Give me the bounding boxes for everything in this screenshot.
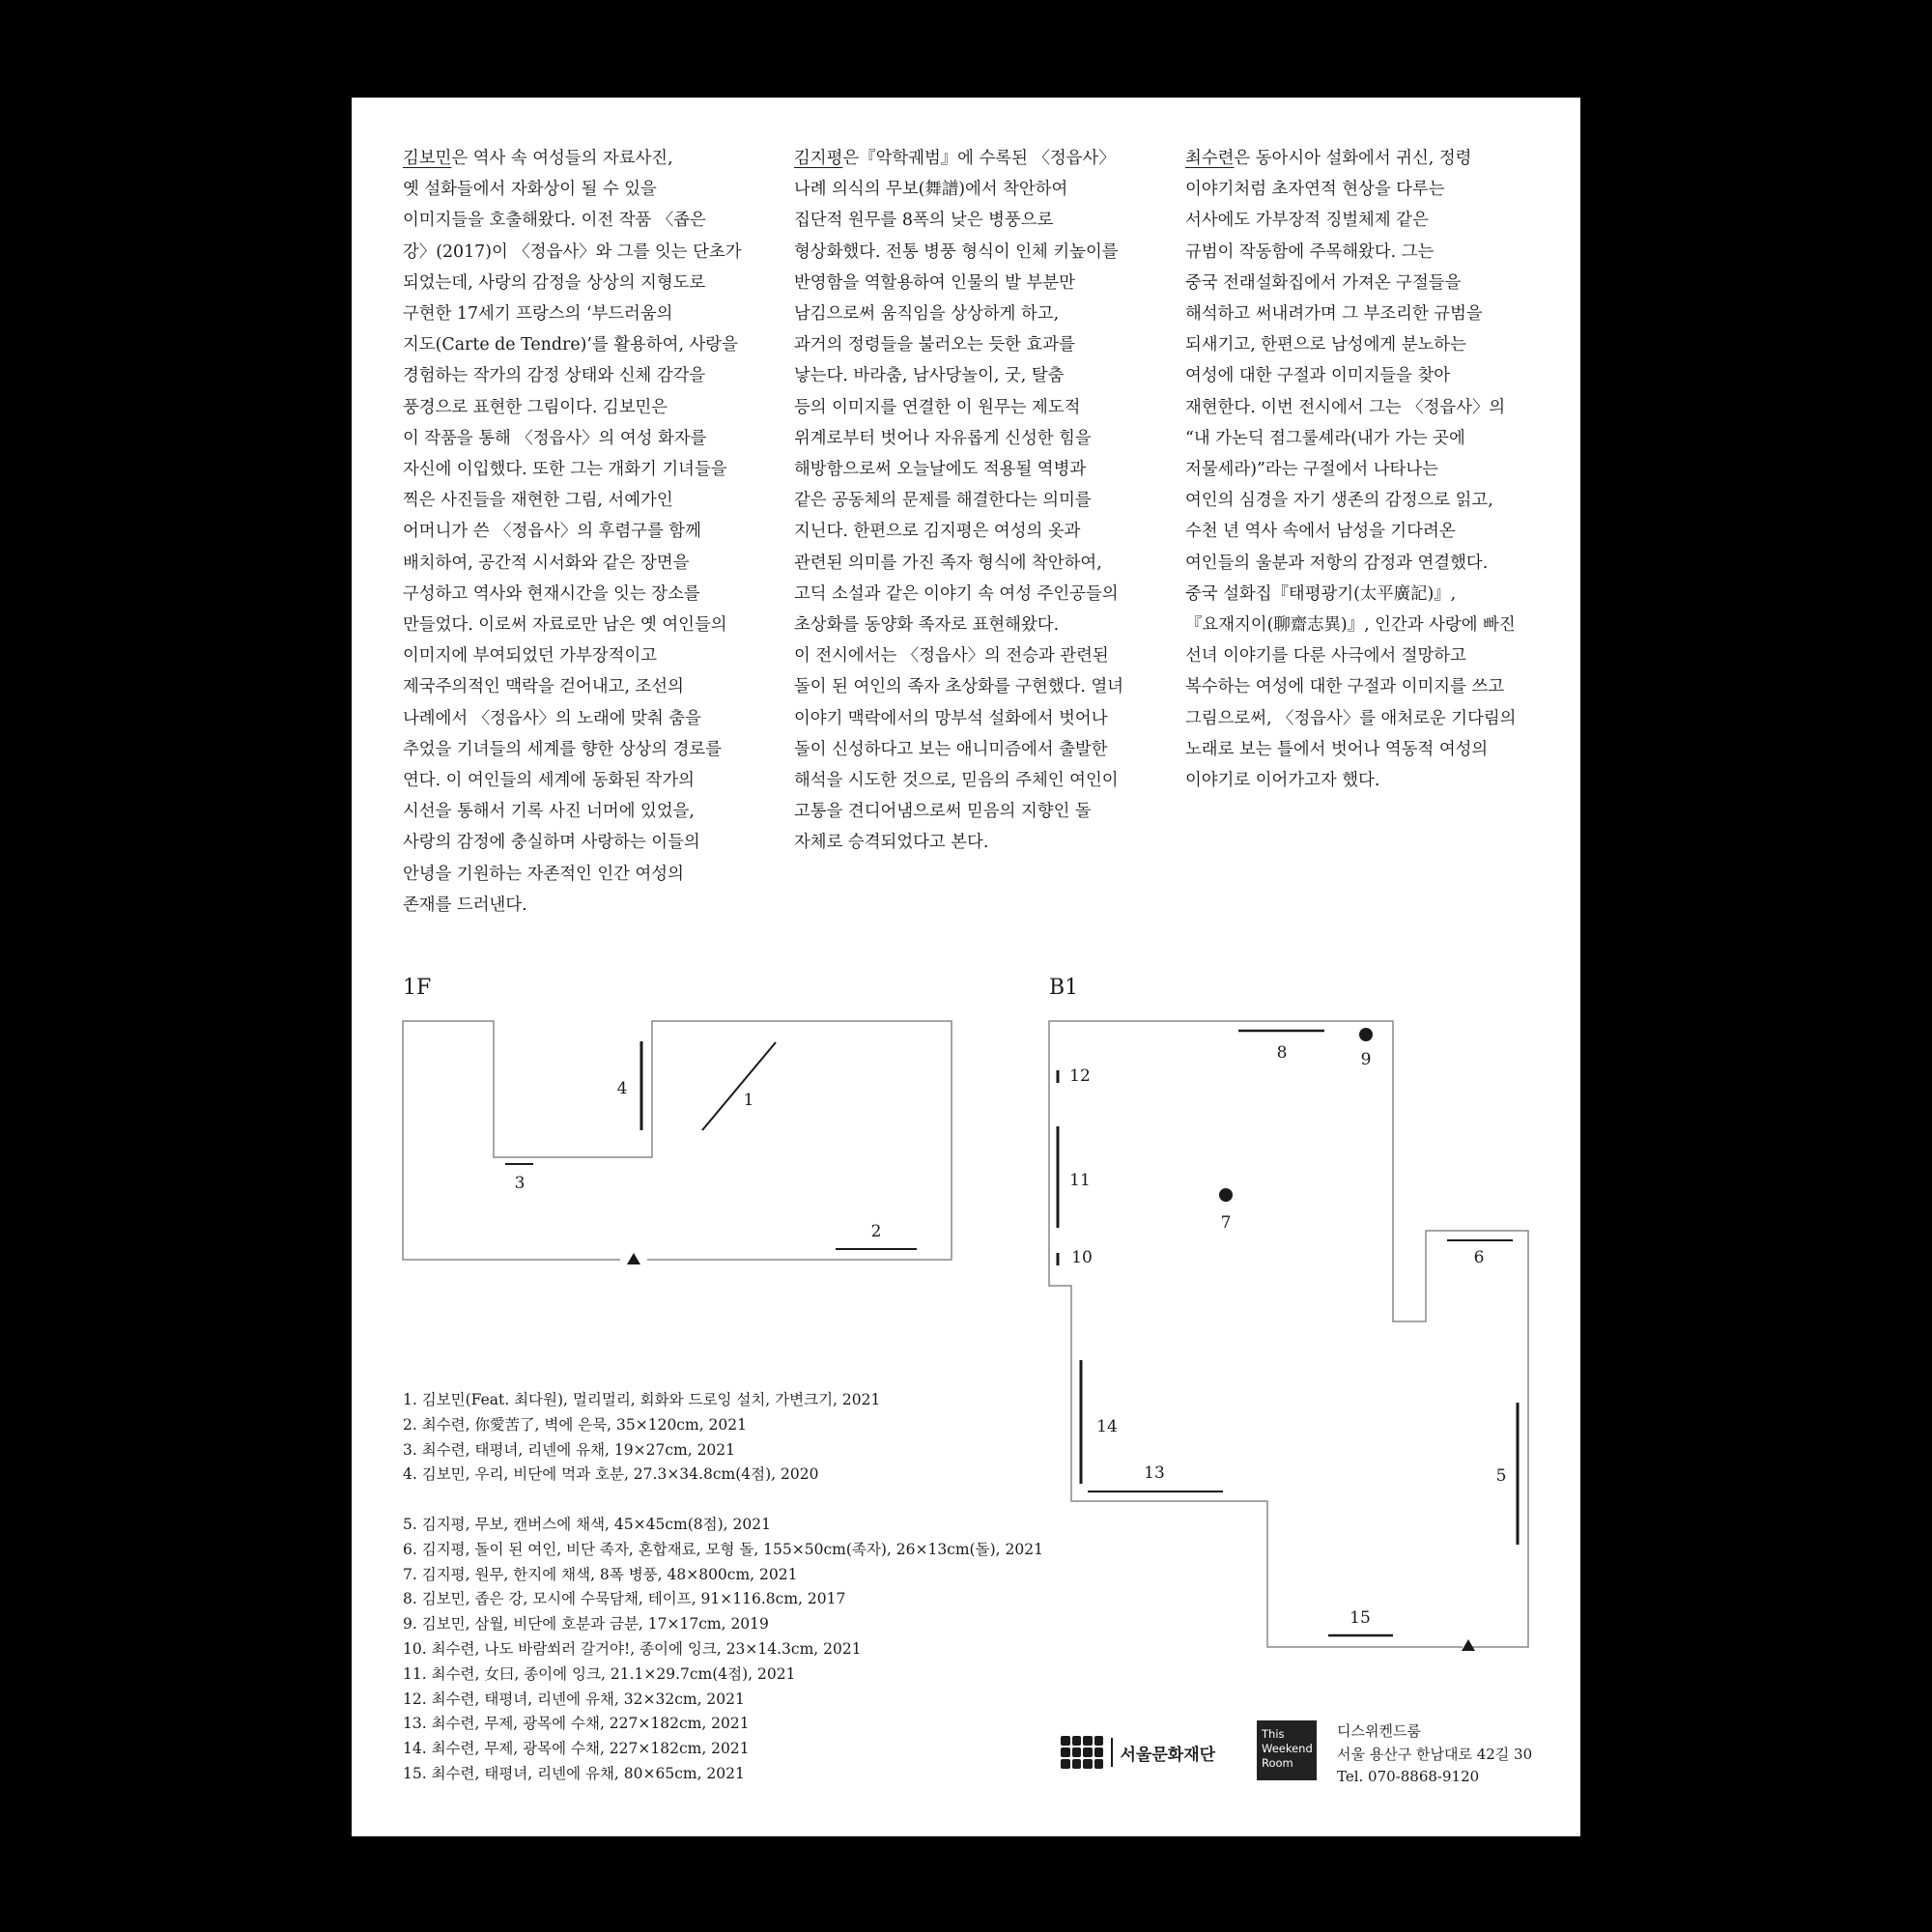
works-item: 1. 김보민(Feat. 최다원), 멀리멀리, 회화와 드로잉 설치, 가변크기, 2021 — [403, 1391, 881, 1408]
venue-address: 서울 용산구 한남대로 42길 30 — [1337, 1745, 1533, 1763]
sponsor-logo-mark-icon — [1061, 1736, 1103, 1769]
plan-b1-walls — [1049, 1021, 1528, 1647]
logo-divider — [1111, 1738, 1113, 1767]
floor-label-1f: 1F — [403, 976, 432, 1000]
venue-logo-line: Weekend — [1262, 1742, 1313, 1755]
artwork-number: 11 — [1069, 1171, 1091, 1190]
venue-info — [1337, 1720, 1532, 1789]
floor-plan-1f — [403, 1021, 952, 1264]
works-item: 14. 최수련, 무제, 광목에 수채, 227×182cm, 2021 — [403, 1740, 750, 1758]
venue-name: 디스위켄드룸 — [1337, 1722, 1421, 1740]
artwork-number: 9 — [1360, 1050, 1372, 1069]
venue-logo-line: Room — [1262, 1756, 1293, 1770]
artwork-point-7 — [1219, 1188, 1233, 1202]
artwork-number: 10 — [1071, 1248, 1093, 1267]
works-item: 6. 김지평, 돌이 된 여인, 비단 족자, 혼합재료, 모형 돌, 155×50cm(족자), 26×13cm(돌), 2021 — [403, 1540, 1043, 1558]
works-spacer — [403, 1488, 1043, 1513]
works-list — [403, 1388, 1043, 1787]
floor-plan-b1 — [1049, 1021, 1528, 1651]
artist-name: 최수련 — [1185, 149, 1235, 168]
poster-sheet — [352, 98, 1580, 1836]
artwork-number: 7 — [1220, 1213, 1232, 1233]
artist-description: 은『악학궤범』에 수록된 〈정읍사〉 나례 의식의 무보(舞譜)에서 착안하여 집단적 원무를 8폭의 낮은 병풍으로 형상화했다. 전통 병풍 형식이 인체 키높이를 반영함을 역할용하여 인물의 발 부분만 남김으로써 움직임을 상상하게 하고, 과거의 정령들을 불러오는 듯한 효과를 낳는다. 바라춤, 남사당놀이, 굿, 탈춤 등의 이미지를 연결한 이 원무는 제도적 위계로부터 벗어나 자유롭게 신성한 힘을 해방함으로써 오늘날에도 적용될 역병과 같은 공동체의 문제를 해결한다는 의미를 지닌다. 한편으로 김지평은 여성의 옷과 관련된 의미를 가진 족자 형식에 착안하여, 고딕 소설과 같은 이야기 속 여성 주인공들의 초상화를 동양화 족자로 표현해왔다. 이 전시에서는 〈정읍사〉의 전승과 관련된 돌이 된 여인의 족자 초상화를 구현했다. 열녀 이야기 맥락에서의 망부석 설화에서 벗어나 돌이 신성하다고 보는 애니미즘에서 출발한 해석을 시도한 것으로, 믿음의 주체인 여인이 고통을 견디어냄으로써 믿음의 지향인 돌 자체로 승격되었다고 본다. — [794, 149, 1124, 853]
works-item: 12. 최수련, 태평녀, 리넨에 유채, 32×32cm, 2021 — [403, 1690, 745, 1708]
artwork-number: 8 — [1276, 1043, 1288, 1063]
plan-1f-walls — [403, 1021, 952, 1260]
venue-tel: Tel. 070-8868-9120 — [1337, 1768, 1480, 1785]
artwork-number: 4 — [616, 1079, 628, 1098]
artwork-number: 1 — [743, 1091, 754, 1110]
artwork-point-9 — [1359, 1028, 1373, 1041]
works-item: 15. 최수련, 태평녀, 리넨에 유채, 80×65cm, 2021 — [403, 1764, 745, 1782]
artist-description: 은 역사 속 여성들의 자료사진, 옛 설화들에서 자화상이 될 수 있을 이미지들을 호출해왔다. 이전 작품 〈좁은 강〉(2017)이 〈정읍사〉와 그를 잇는 단초가 되었는데, 사랑의 감정을 상상의 지형도로 구현한 17세기 프랑스의 ‘부드러움의 지도(Carte de Tendre)’를 활용하여, 사랑을 경험하는 작가의 감정 상태와 신체 감각을 풍경으로 표현한 그림이다. 김보민은 이 작품을 통해 〈정읍사〉의 여성 화자를 자신에 이입했다. 또한 그는 개화기 기녀들을 찍은 사진들을 재현한 그림, 서예가인 어머니가 쓴 〈정읍사〉의 후렴구를 함께 배치하여, 공간적 시서화와 같은 장면을 구성하고 역사와 현재시간을 잇는 장소를 만들었다. 이로써 자료로만 남은 옛 여인들의 이미지에 부여되었던 가부장적이고 제국주의적인 맥락을 걷어내고, 조선의 나례에서 〈정읍사〉의 노래에 맞춰 춤을 추었을 기녀들의 세계를 향한 상상의 경로를 연다. 이 여인들의 세계에 동화된 작가의 시선을 통해서 기록 사진 너머에 있었을, 사랑의 감정에 충실하며 사랑하는 이들의 안녕을 기원하는 자존적인 인간 여성의 존재를 드러낸다. — [403, 149, 742, 915]
artwork-number: 2 — [870, 1222, 882, 1241]
works-item: 4. 김보민, 우리, 비단에 먹과 호분, 27.3×34.8cm(4점), 2020 — [403, 1465, 819, 1484]
sponsor-name: 서울문화재단 — [1120, 1745, 1216, 1765]
artwork-number: 5 — [1495, 1466, 1507, 1486]
works-item: 13. 최수련, 무제, 광목에 수채, 227×182cm, 2021 — [403, 1715, 750, 1733]
floor-label-b1: B1 — [1049, 976, 1079, 1000]
works-item: 8. 김보민, 좁은 강, 모시에 수묵담채, 테이프, 91×116.8cm, 2017 — [403, 1590, 846, 1608]
artwork-number: 12 — [1069, 1066, 1091, 1086]
artist-name: 김지평 — [794, 149, 843, 168]
entrance-marker-1f — [627, 1253, 640, 1264]
artwork-number: 15 — [1350, 1608, 1371, 1628]
venue-logo — [1257, 1720, 1317, 1780]
artwork-number: 3 — [514, 1174, 526, 1193]
works-item: 9. 김보민, 삼월, 비단에 호분과 금분, 17×17cm, 2019 — [403, 1615, 769, 1634]
artwork-number: 6 — [1473, 1248, 1485, 1267]
works-item: 7. 김지평, 원무, 한지에 채색, 8폭 병풍, 48×800cm, 2021 — [403, 1565, 798, 1583]
works-item: 10. 최수련, 나도 바람쐬러 갈거야!, 종이에 잉크, 23×14.3cm, 2021 — [403, 1639, 862, 1658]
entrance-marker-b1 — [1462, 1639, 1475, 1651]
artwork-number: 14 — [1096, 1417, 1118, 1436]
artwork-number: 13 — [1144, 1463, 1165, 1483]
artist-description: 은 동아시아 설화에서 귀신, 정령 이야기처럼 초자연적 현상을 다루는 서사에도 가부장적 징벌체제 같은 규범이 작동함에 주목해왔다. 그는 중국 전래설화집에서 가져온 구절들을 해석하고 써내려가며 그 부조리한 규범을 되새기고, 한편으로 남성에게 분노하는 여성에 대한 구절과 이미지들을 찾아 재현한다. 이번 전시에서 그는 〈정읍사〉의 “내 가논딕 졈그룰셰라(내가 가는 곳에 저물세라)”라는 구절에서 나타나는 여인의 심경을 자기 생존의 감정으로 읽고, 수천 년 역사 속에서 남성을 기다려온 여인들의 울분과 저항의 감정과 연결했다. 중국 설화집『태평광기(太平廣記)』, 『요재지이(聊齋志異)』, 인간과 사랑에 빠진 선녀 이야기를 다룬 사극에서 절망하고 복수하는 여성에 대한 구절과 이미지를 쓰고 그림으로써, 〈정읍사〉를 애처로운 기다림의 노래로 보는 틀에서 벗어나 역동적 여성의 이야기로 이어가고자 했다. — [1185, 149, 1517, 791]
artist-name: 김보민 — [403, 149, 452, 168]
sponsor-logo — [1061, 1736, 1215, 1769]
venue-logo-line: This — [1262, 1727, 1285, 1741]
works-item: 2. 최수련, 你愛苦了, 벽에 은묵, 35×120cm, 2021 — [403, 1415, 747, 1434]
works-item: 3. 최수련, 태평녀, 리넨에 유채, 19×27cm, 2021 — [403, 1440, 736, 1459]
works-item: 11. 최수련, 女曰, 종이에 잉크, 21.1×29.7cm(4점), 2021 — [403, 1664, 796, 1683]
artwork-wall-1 — [702, 1042, 776, 1130]
works-item: 5. 김지평, 무보, 캔버스에 채색, 45×45cm(8점), 2021 — [403, 1515, 771, 1533]
